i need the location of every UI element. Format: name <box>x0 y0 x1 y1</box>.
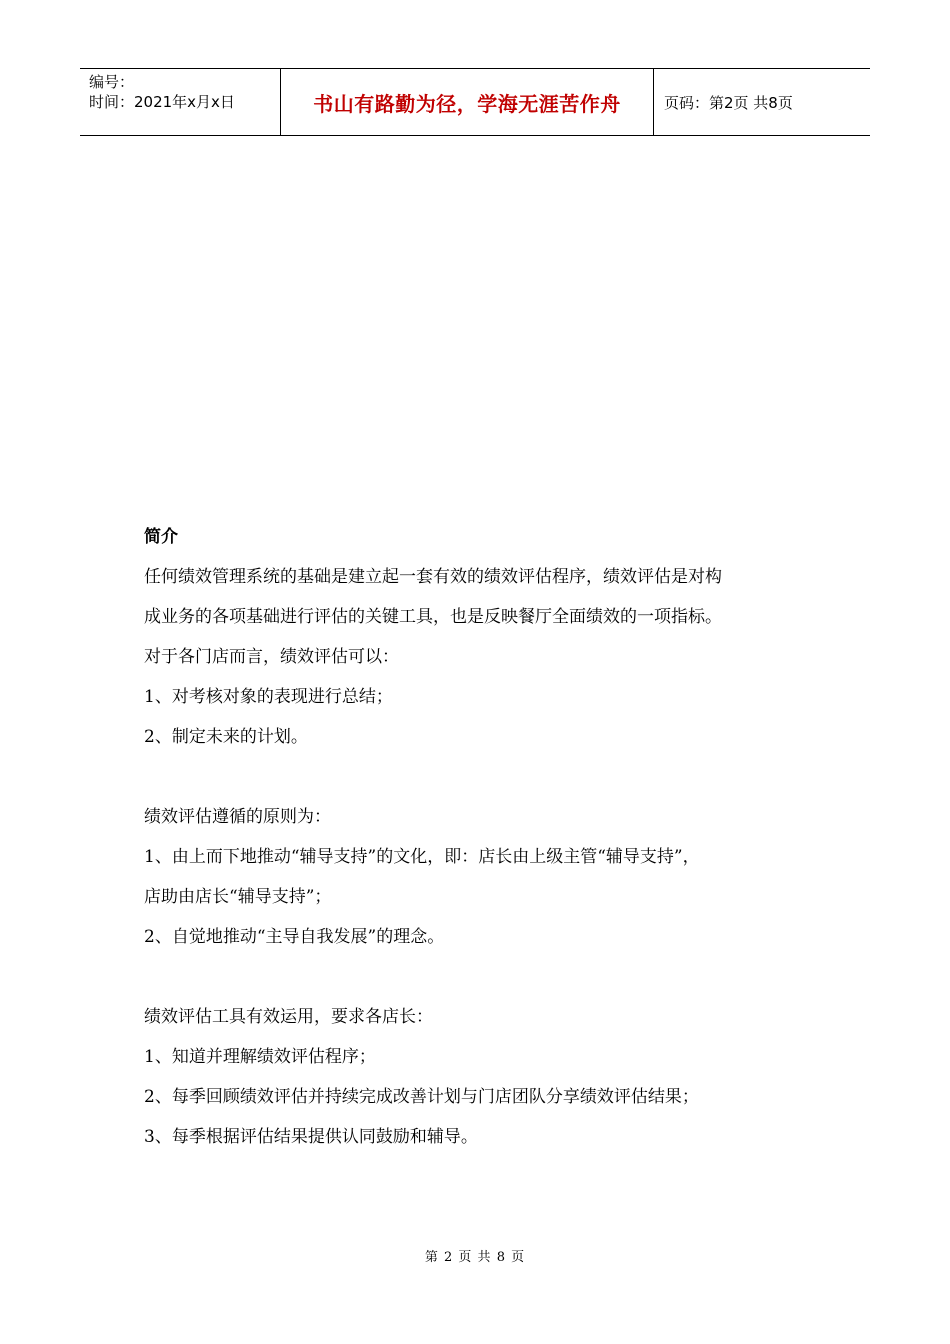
purpose-item-1: 1、对考核对象的表现进行总结； <box>144 687 393 707</box>
principle-item-2: 2、自觉地推动“主导自我发展”的理念。 <box>144 927 445 947</box>
principle-lead: 绩效评估遵循的原则为： <box>144 807 331 827</box>
header-motto: 书山有路勤为径，学海无涯苦作舟 <box>281 69 654 135</box>
tool-item-1: 1、知道并理解绩效评估程序； <box>144 1047 376 1067</box>
code-label: 编号： <box>89 73 135 91</box>
section-title: 简介 <box>144 527 178 547</box>
intro-line-2: 成业务的各项基础进行评估的关键工具，也是反映餐厅全面绩效的一项指标。 <box>144 607 722 627</box>
tool-item-2: 2、每季回顾绩效评估并持续完成改善计划与门店团队分享绩效评估结果； <box>144 1087 699 1107</box>
header-page-info: 页码：第2页 共8页 <box>664 93 793 112</box>
intro-line-1: 任何绩效管理系统的基础是建立起一套有效的绩效评估程序，绩效评估是对构 <box>144 567 722 587</box>
tool-lead: 绩效评估工具有效运用，要求各店长： <box>144 1007 433 1027</box>
document-body <box>144 522 824 1160</box>
tool-item-3: 3、每季根据评估结果提供认同鼓励和辅导。 <box>144 1127 478 1147</box>
page-header <box>80 68 870 136</box>
principle-item-1a: 1、由上而下地推动“辅导支持”的文化，即：店长由上级主管“辅导支持”， <box>144 847 700 867</box>
page-footer: 第 2 页 共 8 页 <box>424 1250 526 1265</box>
spacer <box>144 960 824 1000</box>
purpose-lead: 对于各门店而言，绩效评估可以： <box>144 647 399 667</box>
purpose-item-2: 2、制定未来的计划。 <box>144 727 308 747</box>
header-meta <box>80 69 281 135</box>
principle-item-1b: 店助由店长“辅导支持”； <box>144 887 332 907</box>
spacer <box>144 760 824 800</box>
time-label: 时间：2021年x月x日 <box>89 93 235 111</box>
